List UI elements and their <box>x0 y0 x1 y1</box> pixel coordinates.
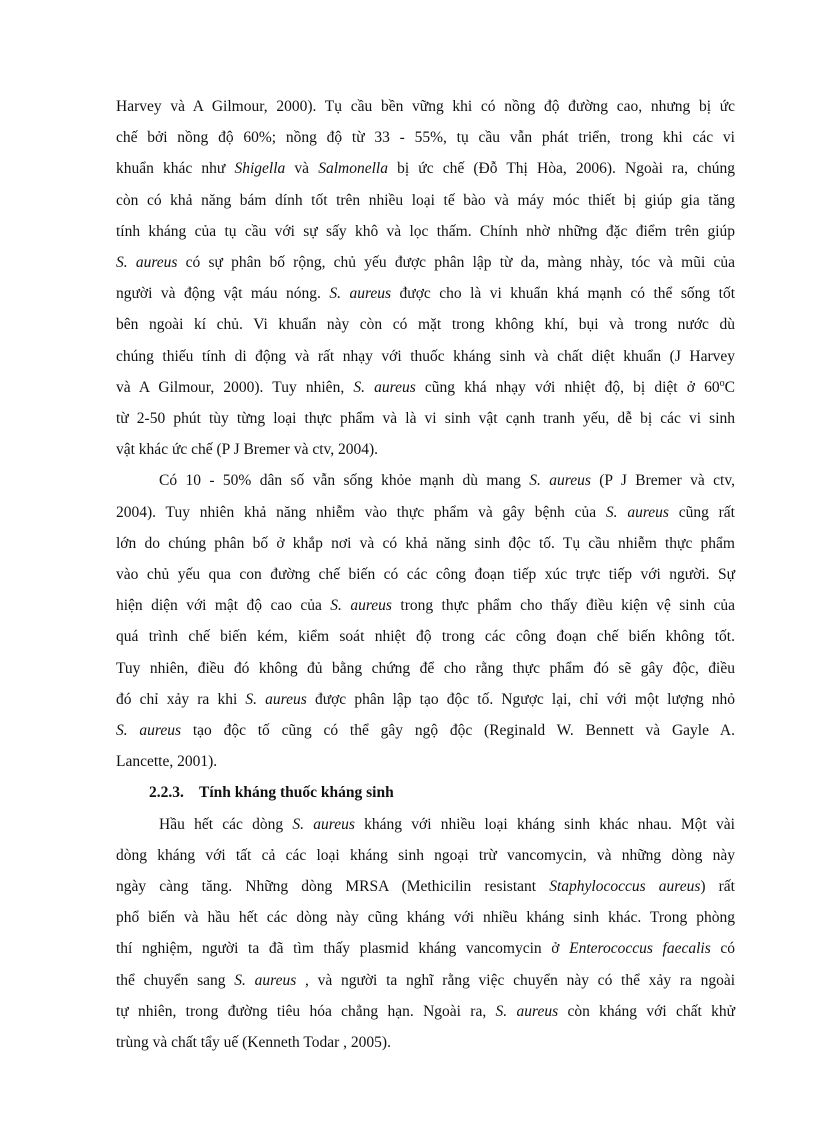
species-name: S. aureus <box>234 971 297 989</box>
text-run: cũng khá nhạy với nhiệt độ, bị diệt ở 60 <box>415 378 720 396</box>
species-name: S. aureus <box>605 503 669 521</box>
text-line: phổ biến và hầu hết các dòng này cũng kháng với nhiều kháng sinh khác. Trong phòng <box>116 909 735 927</box>
species-name: S. aureus <box>330 597 392 615</box>
text-line: còn có khả năng bám dính tốt trên nhiều loại tế bào và máy móc thiết bị giúp gia tăng <box>116 191 735 209</box>
text-line <box>116 809 735 840</box>
paragraph-2 <box>116 465 735 777</box>
text-run: 2004). Tuy nhiên khả năng nhiễm vào thực phẩm và gây bệnh của <box>116 503 606 521</box>
text-run: được phân lập tạo độc tố. Ngược lại, chỉ với một lượng nhỏ <box>306 690 735 708</box>
species-name: Salmonella <box>318 160 388 178</box>
text-line <box>116 278 735 309</box>
species-name: S. aureus <box>495 1002 559 1020</box>
text-line <box>116 684 735 715</box>
text-line <box>116 965 735 996</box>
species-name: S. aureus <box>292 815 355 833</box>
text-line: Lancette, 2001). <box>116 753 218 771</box>
species-name: Staphylococcus aureus <box>549 878 701 896</box>
text-line <box>116 715 735 746</box>
text-line: chế bởi nồng độ 60%; nồng độ từ 33 - 55%, tụ cầu vẫn phát triển, trong khi các vi <box>116 129 735 147</box>
text-run: C <box>724 378 735 396</box>
text-line <box>116 933 735 964</box>
text-run: Có 10 - 50% dân số vẫn sống khỏe mạnh dù mang <box>159 472 530 490</box>
document-page <box>116 91 735 1058</box>
text-line <box>116 497 735 528</box>
species-name: S. aureus <box>116 254 178 272</box>
text-run: được cho là vi khuẩn khá mạnh có thể sống tốt <box>391 285 735 303</box>
text-run: cũng rất <box>668 503 735 521</box>
text-run: có <box>710 940 735 958</box>
text-run: và <box>285 160 319 178</box>
text-run: và A Gilmour, 2000). Tuy nhiên, <box>116 378 354 396</box>
species-name: Enterococcus faecalis <box>569 940 711 958</box>
text-run: bị ức chế (Đỗ Thị Hòa, 2006). Ngoài ra, chúng <box>387 160 735 178</box>
text-line: từ 2-50 phút tùy từng loại thực phẩm và là vi sinh vật cạnh tranh yếu, dễ bị các vi sinh <box>116 410 735 428</box>
text-run: đó chỉ xảy ra khi <box>116 690 246 708</box>
text-run: trong thực phẩm cho thấy điều kiện vệ sinh của <box>391 597 736 615</box>
species-name: S. aureus <box>329 285 392 303</box>
degree-superscript: o <box>719 377 725 389</box>
text-line: lớn do chúng phân bố ở khắp nơi và có khả năng sinh độc tố. Tụ cầu nhiễm thực phẩm <box>116 534 735 552</box>
text-run: tự nhiên, trong đường tiêu hóa chẳng hạn. Ngoài ra, <box>116 1002 496 1020</box>
text-run: người và động vật máu nóng. <box>116 285 330 303</box>
text-run: ) rất <box>700 878 735 896</box>
text-line: chúng thiếu tính di động và rất nhạy với thuốc kháng sinh và chất diệt khuẩn (J Harvey <box>116 347 735 365</box>
text-run: hiện diện với mật độ cao của <box>116 597 331 615</box>
text-line: vật khác ức chế (P J Bremer và ctv, 2004). <box>116 441 379 459</box>
section-number: 2.2.3. <box>149 784 184 802</box>
text-run: còn kháng với chất khử <box>558 1002 735 1020</box>
text-run: tạo độc tố cũng có thể gây ngộ độc (Reginald W. Bennett và Gayle A. <box>181 722 735 740</box>
species-name: S. aureus <box>353 378 416 396</box>
text-run: ngày càng tăng. Những dòng MRSA (Methicilin resistant <box>116 878 550 896</box>
text-line: tính kháng của tụ cầu với sự sấy khô và lọc thấm. Chính nhờ những đặc điểm trên giúp <box>116 222 735 240</box>
text-run: kháng với nhiều loại kháng sinh khác nhau. Một vài <box>354 815 735 833</box>
text-line: quá trình chế biến kém, kiểm soát nhiệt độ trong các công đoạn chế biến không tốt. <box>116 628 735 646</box>
text-line: Harvey và A Gilmour, 2000). Tụ cầu bền vững khi có nồng độ đường cao, nhưng bị ức <box>116 98 735 115</box>
text-line <box>116 996 735 1027</box>
text-line <box>116 153 735 184</box>
text-line <box>116 372 735 403</box>
text-run: Hầu hết các dòng <box>159 815 293 833</box>
text-run: có sự phân bố rộng, chủ yếu được phân lập từ da, màng nhày, tóc và mũi của <box>177 254 735 272</box>
text-run: , và người ta nghĩ rằng việc chuyển này có thể xảy ra ngoài <box>296 971 736 989</box>
text-run: khuẩn khác như <box>116 160 235 178</box>
text-line <box>116 590 735 621</box>
species-name: S. aureus <box>529 472 591 490</box>
species-name: S. aureus <box>245 690 307 708</box>
text-line: Tuy nhiên, điều đó không đủ bằng chứng để cho rằng thực phẩm đó sẽ gây độc, điều <box>116 659 735 677</box>
text-line <box>116 871 735 902</box>
text-run: thể chuyển sang <box>116 971 235 989</box>
section-heading <box>116 777 735 808</box>
text-line: trùng và chất tẩy uế (Kenneth Todar , 2005). <box>116 1034 391 1052</box>
text-line <box>116 465 735 496</box>
paragraph-3 <box>116 809 735 1059</box>
section-title: Tính kháng thuốc kháng sinh <box>199 784 394 802</box>
species-name: S. aureus <box>116 722 182 740</box>
text-line: dòng kháng với tất cả các loại kháng sinh ngoại trừ vancomycin, và những dòng này <box>116 846 735 864</box>
text-run: thí nghiệm, người ta đã tìm thấy plasmid kháng vancomycin ở <box>116 940 570 958</box>
text-line <box>116 247 735 278</box>
text-run: (P J Bremer và ctv, <box>590 472 735 490</box>
text-line: vào chủ yếu qua con đường chế biến có các công đoạn tiếp xúc trực tiếp với người. Sự <box>116 566 735 584</box>
paragraph-1 <box>116 91 735 465</box>
species-name: Shigella <box>234 160 286 178</box>
text-line: bên ngoài kí chủ. Vi khuẩn này còn có mặt trong không khí, bụi và trong nước dù <box>116 316 735 334</box>
